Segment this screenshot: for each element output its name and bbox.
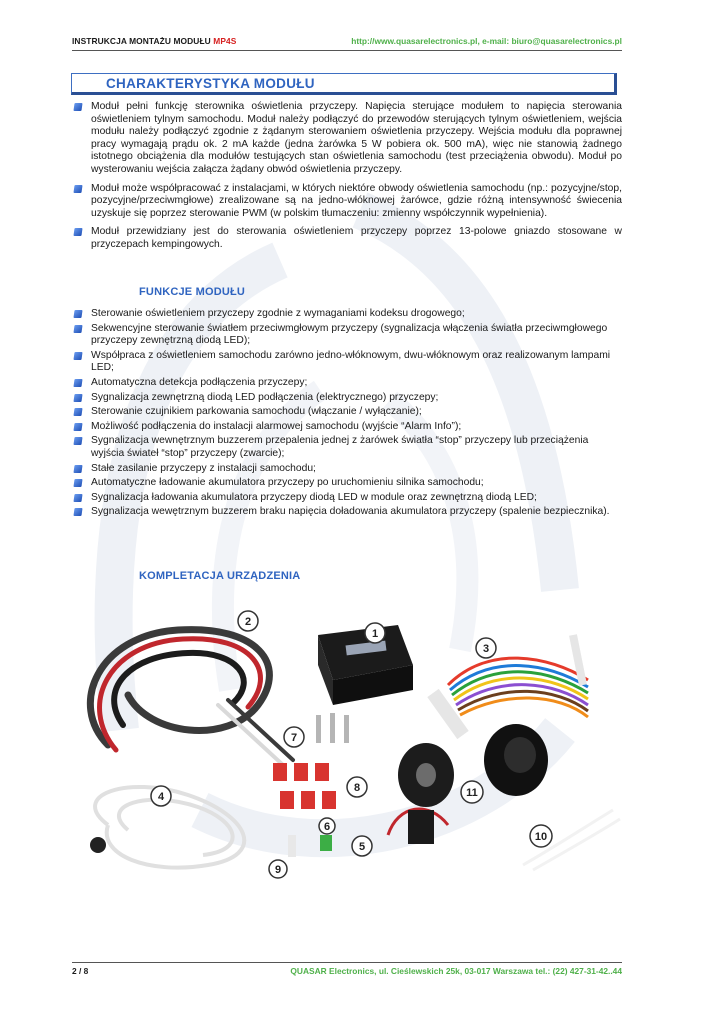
red-clips <box>273 763 336 809</box>
badge-8 <box>347 777 367 797</box>
bullet-icon <box>73 352 82 360</box>
function-text: Stałe zasilanie przyczepy z instalacji samochodu; <box>91 462 316 474</box>
function-item <box>74 392 622 405</box>
badge-2 <box>238 611 258 631</box>
intro-item <box>74 101 622 177</box>
badge-3 <box>476 638 496 658</box>
bullet-icon <box>73 437 82 445</box>
page-header <box>72 36 622 51</box>
function-item <box>74 308 622 321</box>
section-title: CHARAKTERYSTYKA MODUŁU <box>106 76 315 91</box>
function-item <box>74 421 622 434</box>
function-item <box>74 477 622 490</box>
badge-9-label: 9 <box>274 864 282 876</box>
intro-list <box>74 101 622 258</box>
badge-1 <box>365 623 385 643</box>
bullet-icon <box>73 379 82 387</box>
cable-harness <box>90 630 293 765</box>
bullet-icon <box>73 408 82 416</box>
badge-3-label: 3 <box>482 643 490 655</box>
badge-5-label: 5 <box>358 841 366 853</box>
badge-10-label: 10 <box>534 831 548 843</box>
badge-4-label: 4 <box>157 791 165 803</box>
badge-1-label: 1 <box>371 628 379 640</box>
bullet-icon <box>73 465 82 473</box>
wire-bundle <box>433 635 588 735</box>
function-item <box>74 350 622 375</box>
bullet-icon <box>73 325 82 333</box>
intro-item <box>74 226 622 251</box>
intro-item <box>74 183 622 221</box>
page-footer <box>72 962 622 977</box>
kit-heading: KOMPLETACJA URZĄDZENIA <box>139 570 301 582</box>
function-text: Sterowanie oświetleniem przyczepy zgodnie z wymaganiami kodeksu drogowego; <box>91 308 465 319</box>
bullet-icon <box>73 310 82 318</box>
function-item <box>74 463 622 476</box>
badge-10 <box>530 825 552 847</box>
bullet-icon <box>73 228 82 236</box>
function-item <box>74 406 622 419</box>
section-title-box <box>71 73 617 95</box>
bullet-icon <box>73 494 82 502</box>
function-text: Sekwencyjne sterowanie światłem przeciwmgłowym przyczepy (sygnalizacja włączenia światła przeciwmgłowego przyczepy zewnętrzną diodą LED); <box>91 322 608 347</box>
badge-7-label: 7 <box>290 732 298 744</box>
intro-text: Moduł może współpracować z instalacjami, w których niektóre obwody oświetlenia samochodu (np.: pozycyjne/stop, pozycyjne/przeciwmgłowe) zrealizowane są na jedno-włóknowej żarówce, gdzie różną intensywność świecenia uzyskuje się poprzez sterowanie PWM (w polskim tłumaczeniu: zmienny współczynnik wypełnienia). <box>91 182 622 219</box>
page-number: 2 / 8 <box>72 966 89 976</box>
bullet-icon <box>73 394 82 402</box>
function-text: Współpraca z oświetleniem samochodu zarówno jedno-włóknowym, dwu-włóknowym oraz realizowanym lampami LED; <box>91 349 611 374</box>
function-item <box>74 435 622 460</box>
function-text: Możliwość podłączenia do instalacji alarmowej samochodu (wyjście “Alarm Info”); <box>91 420 462 432</box>
function-text: Sygnalizacja wewętrznym buzzerem braku napięcia doładowania akumulatora przyczepy (spalenie bezpiecznika). <box>91 506 610 518</box>
badge-2-label: 2 <box>244 616 252 628</box>
document-title <box>72 36 236 46</box>
bolts <box>316 713 349 743</box>
badge-5 <box>352 836 372 856</box>
intro-text: Moduł pełni funkcję sterownika oświetlenia przyczepy. Napięcia sterujące modułem to napięcia sterowania oświetleniem tylnym samochodu. Moduł należy podłączyć do przewodów sterujących tylnym oświetleniem, wejścia modułu należy podłączyć zgodnie z żądanym sterowaniem oświetlenia przyczepy. Wejścia modułu dla poprawnej pracy wymagają prądu ok. 2 mA każde (jedna żarówka 5 W pobiera ok. 500 mA), więc nie stanowią żadnego istotnego obciążenia dla modułów testujących stan oświetlenia samochodu (test przeciążenia obwodu). Moduł po wysterowaniu wejścia załącza żądany obwód oświetlenia przyczepy. <box>91 101 622 175</box>
bullet-icon <box>73 185 82 193</box>
function-item <box>74 323 622 348</box>
function-text: Sygnalizacja wewnętrznym buzzerem przepalenia jednej z żarówek światła “stop” przyczepy lub przeciążenia wyjścia świateł “stop” przyczepy (zwarcie); <box>91 435 589 459</box>
badge-7 <box>284 727 304 747</box>
badge-6 <box>319 818 335 834</box>
function-text: Sterowanie czujnikiem parkowania samochodu (włączanie / wyłączanie); <box>91 406 422 418</box>
function-item <box>74 377 622 390</box>
function-text: Automatyczne ładowanie akumulatora przyczepy po uruchomieniu silnika samochodu; <box>91 477 484 489</box>
badge-11-label: 11 <box>466 787 478 799</box>
function-text: Sygnalizacja ładowania akumulatora przyczepy diodą LED w module oraz zewnętrzną diodą LED; <box>91 491 537 503</box>
bullet-icon <box>73 103 82 111</box>
bullet-icon <box>73 508 82 516</box>
kit-photo <box>68 595 628 885</box>
functions-list <box>74 308 622 521</box>
module-model: MP4S <box>213 36 237 46</box>
badge-11 <box>461 781 483 803</box>
function-item <box>74 506 622 519</box>
badge-8-label: 8 <box>353 782 361 794</box>
badge-4 <box>151 786 171 806</box>
functions-heading: FUNKCJE MODUŁU <box>139 286 246 298</box>
function-text: Automatyczna detekcja podłączenia przyczepy; <box>91 376 308 388</box>
badge-6-label: 6 <box>323 821 331 833</box>
document-title-prefix: INSTRUKCJA MONTAŻU MODUŁU <box>72 36 214 46</box>
bullet-icon <box>73 479 82 487</box>
badge-9 <box>269 860 287 878</box>
bullet-icon <box>73 423 82 431</box>
header-contact: http://www.quasarelectronics.pl, e-mail: biuro@quasarelectronics.pl <box>351 36 622 46</box>
function-item <box>74 492 622 505</box>
intro-text: Moduł przewidziany jest do sterowania oświetleniem przyczepy poprzez 13-polowe gniazdo stosowane w przyczepach kempingowych. <box>91 226 622 250</box>
function-text: Sygnalizacja zewnętrzną diodą LED podłączenia (elektrycznego) przyczepy; <box>91 391 439 403</box>
company-address: QUASAR Electronics, ul. Cieślewskich 25k, 03-017 Warszawa tel.: (22) 427-31-42..44 <box>290 966 622 976</box>
